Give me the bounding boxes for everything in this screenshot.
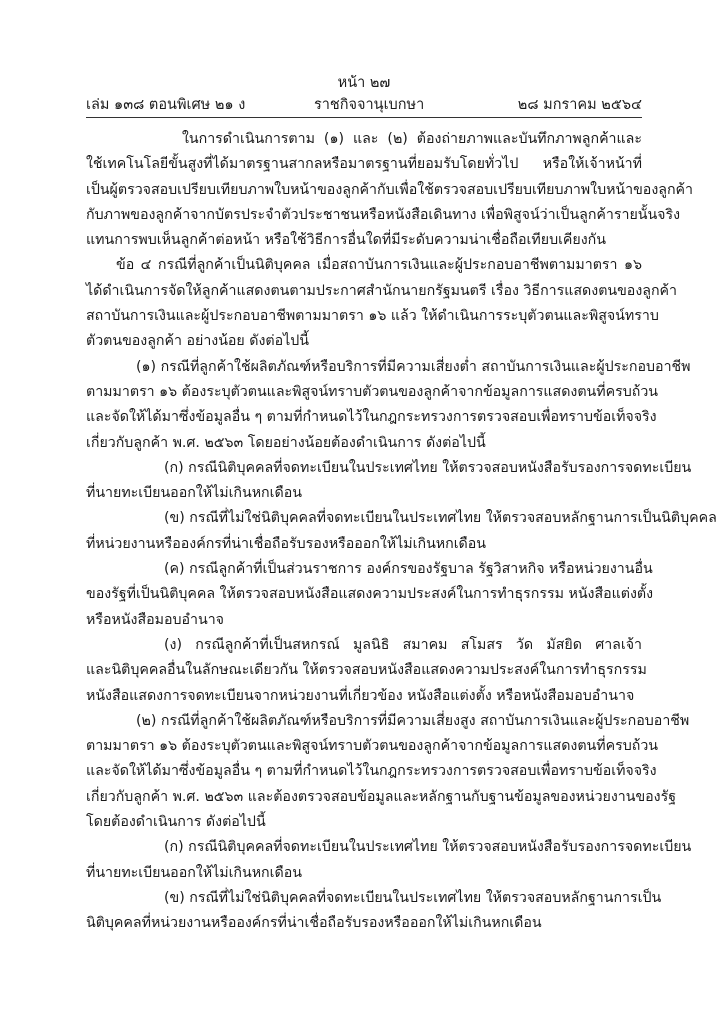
- publication-name: ราชกิจจานุเบกษา: [314, 97, 425, 113]
- publication-date: ๒๘ มกราคม ๒๕๖๔: [517, 97, 642, 113]
- text-line: กับภาพของลูกค้าจากบัตรประจำตัวประชาชนหรือหนังสือเดินทาง เพื่อพิสูจน์ว่าเป็นลูกค้ารายนั้นจริง: [86, 206, 681, 223]
- text-line: สถาบันการเงินและผู้ประกอบอาชีพตามมาตรา ๑๖ แล้ว ให้ดำเนินการระบุตัวตนและพิสูจน์ทราบ: [86, 308, 659, 325]
- text-line: ที่นายทะเบียนออกให้ไม่เกินหกเดือน: [86, 485, 302, 502]
- text-line: ที่หน่วยงานหรือองค์กรที่น่าเชื่อถือรับรองหรือออกให้ไม่เกินหกเดือน: [86, 535, 486, 552]
- text-line: หนังสือแสดงการจดทะเบียนจากหน่วยงานที่เกี่ยวข้อง หนังสือแต่งตั้ง หรือหนังสือมอบอำนาจ: [86, 687, 635, 704]
- text-line: โดยต้องดำเนินการ ดังต่อไปนี้: [86, 814, 266, 831]
- text-line: หรือหนังสือมอบอำนาจ: [86, 611, 224, 628]
- text-line: ได้ดำเนินการจัดให้ลูกค้าแสดงตนตามประกาศสำนักนายกรัฐมนตรี เรื่อง วิธีการแสดงตนของลูกค้า: [86, 282, 677, 299]
- item-line: (ค) กรณีลูกค้าที่เป็นส่วนราชการ องค์กรของรัฐบาล รัฐวิสาหกิจ หรือหน่วยงานอื่น: [164, 561, 653, 578]
- text-line: ตัวตนของลูกค้า อย่างน้อย ดังต่อไปนี้: [86, 333, 309, 350]
- item-line: (ง) กรณีลูกค้าที่เป็นสหกรณ์ มูลนิธิ สมาคม สโมสร วัด มัสยิด ศาลเจ้า: [164, 636, 642, 653]
- text-line: ที่นายทะเบียนออกให้ไม่เกินหกเดือน: [86, 864, 302, 881]
- header-divider: [86, 117, 642, 118]
- text-line: และจัดให้ได้มาซึ่งข้อมูลอื่น ๆ ตามที่กำหนดไว้ในกฎกระทรวงการตรวจสอบเพื่อทราบข้อเท็จจริง: [86, 763, 657, 780]
- text-line: ใช้เทคโนโลยีขั้นสูงที่ได้มาตรฐานสากลหรือมาตรฐานที่ยอมรับโดยทั่วไป หรือให้เจ้าหน้าที่: [86, 156, 642, 173]
- text-line: เป็นผู้ตรวจสอบเปรียบเทียบภาพใบหน้าของลูกค้ากับเพื่อใช้ตรวจสอบเปรียบเทียบภาพใบหน้าของลูกค้า: [86, 181, 693, 198]
- text-line: แทนการพบเห็นลูกค้าต่อหน้า หรือใช้วิธีการอื่นใดที่มีระดับความน่าเชื่อถือเทียบเคียงกัน: [86, 232, 606, 249]
- clause-heading: ข้อ ๔ กรณีที่ลูกค้าเป็นนิติบุคคล เมื่อสถาบันการเงินและผู้ประกอบอาชีพตามมาตรา ๑๖: [116, 257, 642, 274]
- item-line: (ข) กรณีที่ไม่ใช่นิติบุคคลที่จดทะเบียนในประเทศไทย ให้ตรวจสอบหลักฐานการเป็น: [164, 889, 662, 906]
- text-line: และจัดให้ได้มาซึ่งข้อมูลอื่น ๆ ตามที่กำหนดไว้ในกฎกระทรวงการตรวจสอบเพื่อทราบข้อเท็จจริง: [86, 409, 657, 426]
- text-line: ตามมาตรา ๑๖ ต้องระบุตัวตนและพิสูจน์ทราบตัวตนของลูกค้าจากข้อมูลการแสดงตนที่ครบถ้วน: [86, 383, 658, 400]
- page-number: หน้า ๒๗: [337, 75, 391, 91]
- volume-issue: เล่ม ๑๓๘ ตอนพิเศษ ๒๑ ง: [86, 97, 246, 113]
- text-line: ตามมาตรา ๑๖ ต้องระบุตัวตนและพิสูจน์ทราบตัวตนของลูกค้าจากข้อมูลการแสดงตนที่ครบถ้วน: [86, 738, 658, 755]
- text-line: เกี่ยวกับลูกค้า พ.ศ. ๒๕๖๓ โดยอย่างน้อยต้องดำเนินการ ดังต่อไปนี้: [86, 434, 486, 451]
- text-line: เกี่ยวกับลูกค้า พ.ศ. ๒๕๖๓ และต้องตรวจสอบข้อมูลและหลักฐานกับฐานข้อมูลของหน่วยงานของรัฐ: [86, 788, 677, 805]
- sub-clause: (๒) กรณีที่ลูกค้าใช้ผลิตภัณฑ์หรือบริการที่มีความเสี่ยงสูง สถาบันการเงินและผู้ประกอบอาชีพ: [136, 712, 690, 729]
- item-line: (ก) กรณีนิติบุคคลที่จดทะเบียนในประเทศไทย ให้ตรวจสอบหนังสือรับรองการจดทะเบียน: [164, 839, 692, 856]
- sub-clause: (๑) กรณีที่ลูกค้าใช้ผลิตภัณฑ์หรือบริการที่มีความเสี่ยงต่ำ สถาบันการเงินและผู้ประกอบอาชีพ: [136, 358, 691, 375]
- gazette-header: [86, 93, 642, 115]
- text-line: นิติบุคคลที่หน่วยงานหรือองค์กรที่น่าเชื่อถือรับรองหรือออกให้ไม่เกินหกเดือน: [86, 915, 542, 932]
- document-body: [86, 127, 717, 937]
- item-line: (ข) กรณีที่ไม่ใช่นิติบุคคลที่จดทะเบียนในประเทศไทย ให้ตรวจสอบหลักฐานการเป็นนิติบุคคล: [164, 510, 717, 527]
- item-line: (ก) กรณีนิติบุคคลที่จดทะเบียนในประเทศไทย ให้ตรวจสอบหนังสือรับรองการจดทะเบียน: [164, 459, 692, 476]
- text-line: ในการดำเนินการตาม (๑) และ (๒) ต้องถ่ายภาพและบันทึกภาพลูกค้าและ: [182, 131, 642, 147]
- text-line: ของรัฐที่เป็นนิติบุคคล ให้ตรวจสอบหนังสือแสดงความประสงค์ในการทำธุรกรรม หนังสือแต่งตั้ง: [86, 586, 654, 603]
- text-line: และนิติบุคคลอื่นในลักษณะเดียวกัน ให้ตรวจสอบหนังสือแสดงความประสงค์ในการทำธุรกรรม: [86, 662, 647, 679]
